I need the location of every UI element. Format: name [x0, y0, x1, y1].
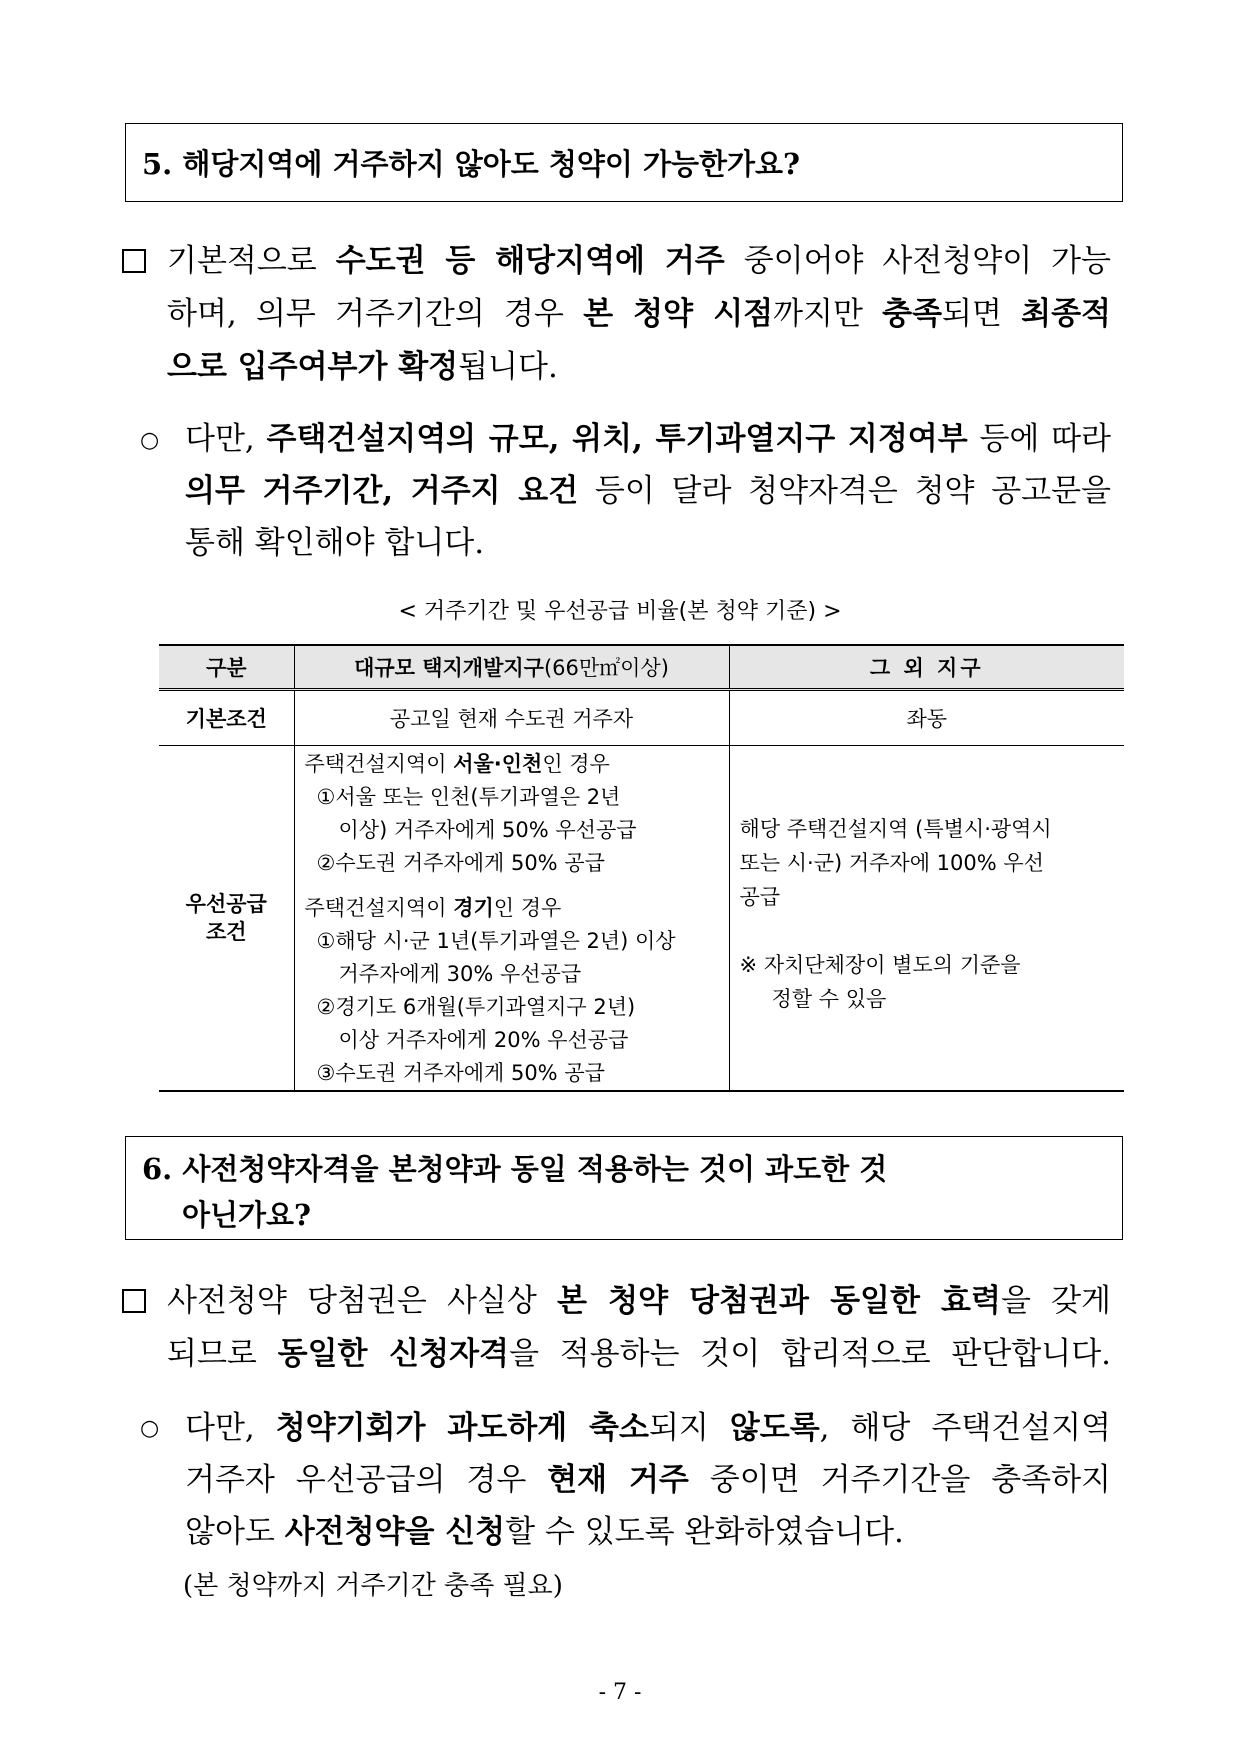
note-text: ※ 자치단체장이 별도의 기준을	[739, 953, 1021, 977]
square-bullet-icon	[122, 249, 146, 273]
q6-sub-paragraph	[185, 1402, 1111, 1558]
page-number: - 7 -	[598, 1680, 642, 1705]
question-6-box	[125, 1136, 1123, 1240]
q5-sub-paragraph	[185, 413, 1111, 569]
q6-main-line-1: 사전청약 당첨권은 사실상 본 청약 당첨권과 동일한 효력을 갖게	[167, 1283, 1111, 1319]
row-label-basic: 기본조건	[159, 690, 294, 746]
question-5-title: 5. 해당지역에 거주하지 않아도 청약이 가능한가요?	[142, 147, 801, 181]
q5-sub-line-2: 의무 거주기간, 거주지 요건 등이 달라 청약자격은 청약 공고문을	[185, 473, 1111, 509]
q5-main-line-1: 기본적으로 수도권 등 해당지역에 거주 중이어야 사전청약이 가능	[167, 243, 1111, 279]
cell-basic-other: 좌동	[729, 690, 1124, 746]
cell-priority-other: 해당 주택건설지역 (특별시·광역시 또는 시·군) 거주자에 100% 우선 공급 ※ 자치단체장이 별도의 기준을 정할 수 있음	[729, 746, 1124, 1092]
residence-priority-table	[159, 644, 1124, 1092]
cell-priority-large: 주택건설지역이 서울·인천인 경우 ①서울 또는 인천(투기과열은 2년 이상) 거주자에게 50% 우선공급 ②수도권 거주자에게 50% 공급 주택건설지역이 경기인 경우 ①해당 시·군 1년(투기과열은 2년) 이상 거주자에게 30% 우선공급 ②경기도 6개월(투기과열지구 2년) 이상 거주자에게 20% 우선공급 ③수도권 거주자에게 50% 공급	[294, 746, 729, 1092]
q5-main-paragraph	[167, 235, 1111, 394]
table-row	[159, 690, 1124, 746]
circle-bullet-icon: ○	[140, 428, 160, 453]
q5-main-line-3: 으로 입주여부가 확정됩니다.	[167, 349, 558, 385]
question-5-box	[125, 123, 1123, 202]
cell-basic-large: 공고일 현재 수도권 거주자	[294, 690, 729, 746]
q6-sub-line-3: 않아도 사전청약을 신청할 수 있도록 완화하였습니다.	[185, 1514, 904, 1550]
gyeonggi-case-heading: 주택건설지역이 경기인 경우	[304, 896, 562, 920]
square-bullet-icon	[122, 1289, 146, 1313]
circle-bullet-icon: ○	[140, 1416, 160, 1441]
seoul-case-heading: 주택건설지역이 서울·인천인 경우	[304, 752, 610, 776]
table-caption: < 거주기간 및 우선공급 비율(본 청약 기준) >	[398, 599, 842, 624]
table-header-row	[159, 645, 1124, 690]
table-row	[159, 746, 1124, 1092]
q5-main-line-2: 하며, 의무 거주기간의 경우 본 청약 시점까지만 충족되면 최종적	[167, 296, 1111, 332]
header-category: 구분	[159, 645, 294, 690]
q6-sub-line-2: 거주자 우선공급의 경우 현재 거주 중이면 거주기간을 충족하지	[185, 1462, 1112, 1498]
q5-sub-line-1: 다만, 주택건설지역의 규모, 위치, 투기과열지구 지정여부 등에 따라	[185, 421, 1111, 457]
q6-sub-line-1: 다만, 청약기회가 과도하게 축소되지 않도록, 해당 주택건설지역	[185, 1410, 1111, 1446]
question-6-title-line-2: 아닌가요?	[182, 1198, 312, 1232]
question-6-title-line-1: 6. 사전청약자격을 본청약과 동일 적용하는 것이 과도한 것	[142, 1152, 888, 1186]
q5-sub-line-3: 통해 확인해야 합니다.	[185, 525, 485, 561]
row-label-priority: 우선공급 조건	[159, 746, 294, 1092]
q6-main-line-2: 되므로 동일한 신청자격을 적용하는 것이 합리적으로 판단합니다.	[167, 1336, 1111, 1372]
header-other-district: 그 외 지구	[729, 645, 1124, 690]
q6-main-paragraph	[167, 1275, 1111, 1381]
q6-sub-note: (본 청약까지 거주기간 충족 필요)	[183, 1571, 563, 1601]
header-large-district: 대규모 택지개발지구(66만㎡이상)	[294, 645, 729, 690]
